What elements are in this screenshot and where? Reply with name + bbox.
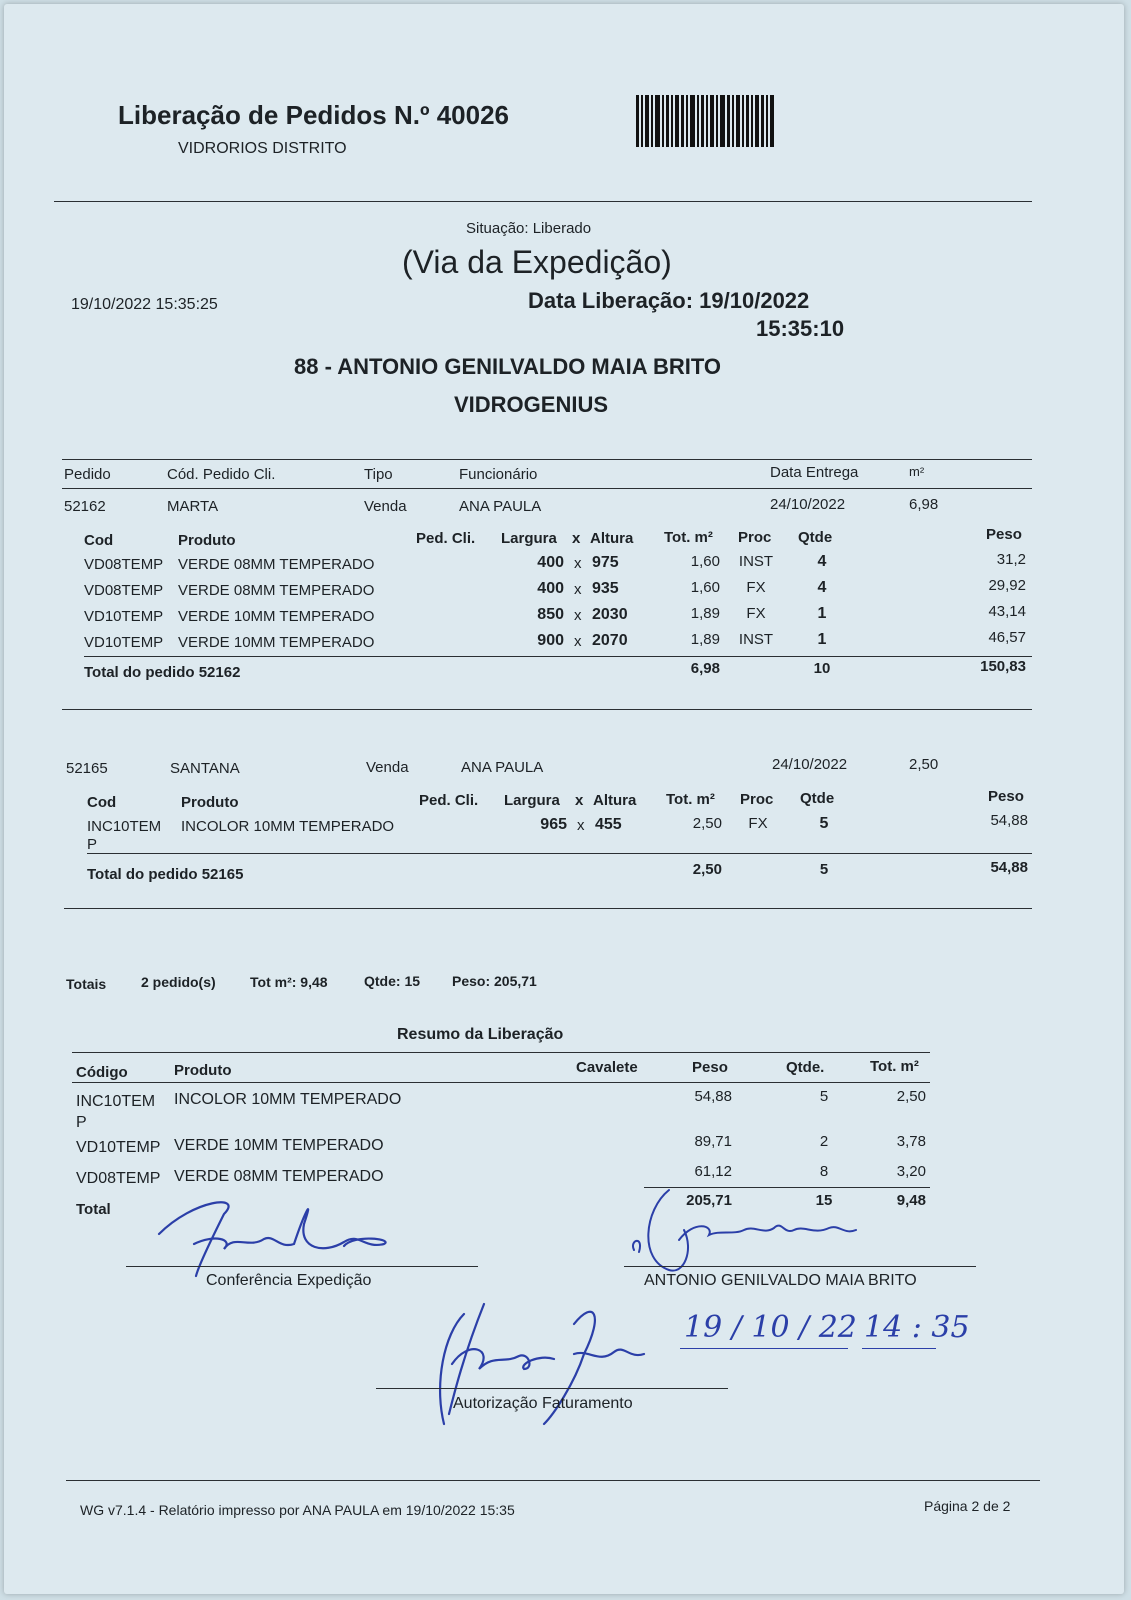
col-tipo: Tipo xyxy=(364,466,393,483)
item-proc: INST xyxy=(738,553,774,570)
col-pedido: Pedido xyxy=(64,466,111,483)
totals-pedidos: 2 pedido(s) xyxy=(141,974,216,990)
order-total-label: Total do pedido 52162 xyxy=(84,664,241,681)
resumo-col-qtde: Qtde. xyxy=(786,1059,825,1076)
signature-line-cliente xyxy=(624,1266,976,1267)
orders-top-rule xyxy=(62,459,1032,460)
resumo-produto: INCOLOR 10MM TEMPERADO xyxy=(174,1091,402,1108)
handwritten-date: 19 / 10 / 22 xyxy=(684,1310,857,1345)
item-qtde: 4 xyxy=(817,579,827,596)
resumo-codigo: VD08TEMP xyxy=(76,1170,161,1187)
item-col-altura: Altura xyxy=(590,530,634,547)
handwritten-time-underline xyxy=(862,1348,936,1349)
item-produto: INCOLOR 10MM TEMPERADO xyxy=(181,818,395,835)
order-tipo: Venda xyxy=(364,498,407,515)
item-peso: 31,2 xyxy=(996,551,1026,568)
item-proc: FX xyxy=(746,579,766,596)
document-title: Liberação de Pedidos N.º 40026 xyxy=(118,100,509,130)
item-x: x xyxy=(574,581,582,598)
order-pedido: 52165 xyxy=(66,760,108,777)
resumo-produto: VERDE 08MM TEMPERADO xyxy=(174,1168,384,1185)
situation-label: Situação: Liberado xyxy=(466,220,592,237)
item-cod: VD08TEMP xyxy=(84,556,164,573)
order-pedido: 52162 xyxy=(64,498,106,515)
orders-header-rule xyxy=(62,488,1032,489)
printed-at: 19/10/2022 15:35:25 xyxy=(71,296,218,313)
signature-line-conferencia xyxy=(126,1266,478,1267)
totals-label: Totais xyxy=(66,976,107,992)
resumo-qtde: 2 xyxy=(819,1133,829,1150)
item-qtde: 5 xyxy=(819,815,829,832)
resumo-title: Resumo da Liberação xyxy=(397,1026,564,1043)
handwritten-date-underline xyxy=(680,1348,848,1349)
resumo-col-peso: Peso xyxy=(692,1059,728,1076)
company-name: VIDRORIOS DISTRITO xyxy=(178,140,347,157)
footer-rule xyxy=(66,1480,1040,1481)
item-col-x: x xyxy=(572,530,581,547)
handwritten-time: 14 : 35 xyxy=(864,1310,970,1345)
resumo-codigo-wrap: P xyxy=(76,1114,87,1131)
resumo-col-produto: Produto xyxy=(174,1062,232,1079)
release-time: 15:35:10 xyxy=(756,316,845,341)
item-col-produto: Produto xyxy=(178,532,236,549)
resumo-codigo: VD10TEMP xyxy=(76,1139,161,1156)
page-number: Página 2 de 2 xyxy=(924,1498,1011,1514)
signature-line-autorizacao xyxy=(376,1388,728,1389)
order-total-qtde: 10 xyxy=(813,660,831,677)
item-proc: FX xyxy=(748,815,768,832)
item-col-peso: Peso xyxy=(986,526,1022,543)
item-col-largura: Largura xyxy=(504,792,560,809)
resumo-total-label: Total xyxy=(76,1201,111,1218)
item-altura: 2030 xyxy=(592,606,628,623)
client-company: VIDROGENIUS xyxy=(454,392,609,417)
order-total-label: Total do pedido 52165 xyxy=(87,866,244,883)
item-cod: INC10TEM xyxy=(87,818,162,835)
order-cliente: MARTA xyxy=(167,498,219,515)
item-largura: 400 xyxy=(537,554,564,571)
item-tot-m2: 1,60 xyxy=(690,553,720,570)
signature-autorizacao-icon xyxy=(424,1294,654,1434)
item-peso: 54,88 xyxy=(990,812,1028,829)
resumo-top-rule xyxy=(72,1052,930,1053)
item-cod: VD10TEMP xyxy=(84,634,164,651)
col-funcionario: Funcionário xyxy=(459,466,538,483)
item-col-peso: Peso xyxy=(988,788,1024,805)
via-label: (Via da Expedição) xyxy=(402,244,672,280)
header-divider xyxy=(54,201,1032,202)
order-m2: 2,50 xyxy=(909,756,939,773)
signature-cliente-icon xyxy=(624,1180,874,1280)
totals-qtde: Qtde: 15 xyxy=(364,973,421,989)
item-col-proc: Proc xyxy=(738,529,772,546)
item-col-tot-m2: Tot. m² xyxy=(664,529,713,546)
item-largura: 850 xyxy=(537,606,564,623)
item-produto: VERDE 10MM TEMPERADO xyxy=(178,608,375,625)
item-tot-m2: 1,60 xyxy=(690,579,720,596)
col-data-entrega: Data Entrega xyxy=(770,464,859,481)
item-x: x xyxy=(577,817,585,834)
release-date: Data Liberação: 19/10/2022 xyxy=(528,288,810,313)
order-funcionario: ANA PAULA xyxy=(459,498,542,515)
item-col-qtde: Qtde xyxy=(800,790,835,807)
item-peso: 29,92 xyxy=(988,577,1026,594)
item-peso: 43,14 xyxy=(988,603,1026,620)
resumo-tot-m2: 3,78 xyxy=(896,1133,926,1150)
item-altura: 2070 xyxy=(592,632,628,649)
order-total-rule xyxy=(87,853,1032,854)
resumo-col-tot-m2: Tot. m² xyxy=(870,1058,919,1075)
item-col-cod: Cod xyxy=(87,794,117,811)
order-tipo: Venda xyxy=(366,759,409,776)
signature-label-autorizacao: Autorização Faturamento xyxy=(453,1395,633,1412)
signature-label-cliente: ANTONIO GENILVALDO MAIA BRITO xyxy=(644,1272,917,1289)
resumo-total-qtde: 15 xyxy=(815,1192,833,1209)
order-cliente: SANTANA xyxy=(170,760,240,777)
item-qtde: 1 xyxy=(817,605,827,622)
resumo-tot-m2: 2,50 xyxy=(896,1088,926,1105)
item-col-largura: Largura xyxy=(501,530,557,547)
resumo-col-codigo: Código xyxy=(76,1064,128,1081)
item-x: x xyxy=(574,633,582,650)
resumo-total-peso: 205,71 xyxy=(686,1192,732,1209)
order-m2: 6,98 xyxy=(909,496,939,513)
item-col-ped-cli: Ped. Cli. xyxy=(416,530,476,547)
col-m2: m² xyxy=(909,464,925,479)
resumo-peso: 89,71 xyxy=(694,1133,732,1150)
order-total-peso: 150,83 xyxy=(980,658,1026,675)
totals-tot-m2: Tot m²: 9,48 xyxy=(250,974,328,990)
item-qtde: 4 xyxy=(817,553,827,570)
item-tot-m2: 1,89 xyxy=(690,605,720,622)
item-x: x xyxy=(574,555,582,572)
item-produto: VERDE 08MM TEMPERADO xyxy=(178,556,375,573)
resumo-total-m2: 9,48 xyxy=(896,1192,926,1209)
item-peso: 46,57 xyxy=(988,629,1026,646)
order-separator xyxy=(62,709,1032,710)
item-qtde: 1 xyxy=(817,631,827,648)
item-col-cod: Cod xyxy=(84,532,114,549)
item-col-tot-m2: Tot. m² xyxy=(666,791,715,808)
item-largura: 965 xyxy=(540,816,567,833)
totals-peso: Peso: 205,71 xyxy=(452,973,537,989)
barcode-icon xyxy=(636,95,806,147)
order-funcionario: ANA PAULA xyxy=(461,759,544,776)
footer-info: WG v7.1.4 - Relatório impresso por ANA PAULA em 19/10/2022 15:35 xyxy=(80,1502,515,1518)
document-sheet xyxy=(4,4,1124,1594)
order-separator xyxy=(64,908,1032,909)
resumo-codigo: INC10TEM xyxy=(76,1093,156,1110)
item-proc: INST xyxy=(738,631,774,648)
item-col-qtde: Qtde xyxy=(798,529,833,546)
item-col-ped-cli: Ped. Cli. xyxy=(419,792,479,809)
item-col-x: x xyxy=(575,792,584,809)
resumo-peso: 54,88 xyxy=(694,1088,732,1105)
order-total-peso: 54,88 xyxy=(990,859,1028,876)
item-altura: 935 xyxy=(592,580,619,597)
order-total-rule xyxy=(84,656,1032,657)
resumo-qtde: 8 xyxy=(819,1163,829,1180)
item-largura: 900 xyxy=(537,632,564,649)
resumo-qtde: 5 xyxy=(819,1088,829,1105)
signature-conferencia-icon xyxy=(154,1194,414,1284)
client-name: 88 - ANTONIO GENILVALDO MAIA BRITO xyxy=(294,354,721,379)
item-altura: 975 xyxy=(592,554,619,571)
item-cod-wrap: P xyxy=(87,836,98,853)
resumo-header-rule xyxy=(72,1082,930,1083)
item-altura: 455 xyxy=(595,816,622,833)
order-data-entrega: 24/10/2022 xyxy=(770,496,846,513)
item-produto: VERDE 08MM TEMPERADO xyxy=(178,582,375,599)
resumo-produto: VERDE 10MM TEMPERADO xyxy=(174,1137,384,1154)
order-data-entrega: 24/10/2022 xyxy=(772,756,848,773)
item-proc: FX xyxy=(746,605,766,622)
item-cod: VD08TEMP xyxy=(84,582,164,599)
order-total-m2: 6,98 xyxy=(690,660,720,677)
item-col-altura: Altura xyxy=(593,792,637,809)
item-col-produto: Produto xyxy=(181,794,239,811)
item-largura: 400 xyxy=(537,580,564,597)
order-total-m2: 2,50 xyxy=(692,861,722,878)
resumo-col-cavalete: Cavalete xyxy=(576,1059,638,1076)
item-cod: VD10TEMP xyxy=(84,608,164,625)
item-tot-m2: 1,89 xyxy=(690,631,720,648)
item-tot-m2: 2,50 xyxy=(692,815,722,832)
item-x: x xyxy=(574,607,582,624)
signature-label-conferencia: Conferência Expedição xyxy=(206,1272,372,1289)
item-col-proc: Proc xyxy=(740,791,774,808)
item-produto: VERDE 10MM TEMPERADO xyxy=(178,634,375,651)
resumo-tot-m2: 3,20 xyxy=(896,1163,926,1180)
order-total-qtde: 5 xyxy=(819,861,829,878)
col-cod-pedido-cli: Cód. Pedido Cli. xyxy=(167,466,276,483)
resumo-peso: 61,12 xyxy=(694,1163,732,1180)
